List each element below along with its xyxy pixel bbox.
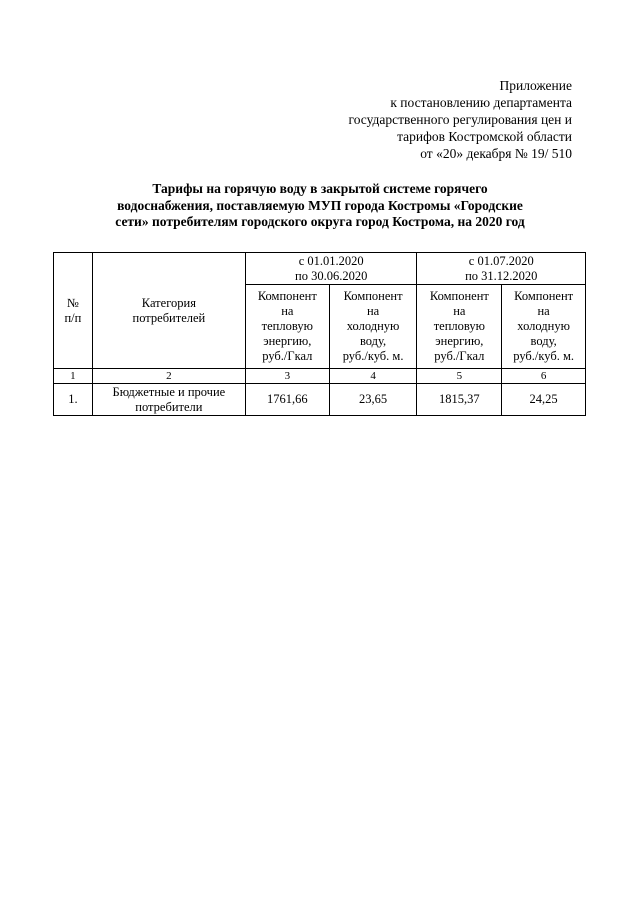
component-line: воду,: [359, 334, 387, 348]
component-line: холодную: [346, 319, 400, 333]
header-number-line: п/п: [64, 310, 82, 325]
row-value-water-2: 24,25: [502, 384, 586, 416]
component-line: на: [453, 304, 466, 318]
header-component-water-1: [329, 285, 417, 369]
header-category-line: потребителей: [132, 310, 206, 325]
appendix-line: тарифов Костромской области: [397, 129, 572, 144]
appendix-line: государственного регулирования цен и: [348, 112, 572, 127]
row-category-line: потребители: [135, 399, 203, 414]
appendix-line: Приложение: [499, 78, 572, 93]
title-line: Тарифы на горячую воду в закрытой системе горячего: [152, 181, 488, 196]
row-value-heat-1: 1761,66: [245, 384, 329, 416]
component-line: энергию,: [435, 334, 484, 348]
document-title: [60, 181, 580, 231]
appendix-block: [272, 77, 572, 162]
component-line: Компонент: [257, 289, 317, 303]
column-number: 2: [92, 369, 245, 384]
component-line: руб./куб. м.: [513, 349, 574, 363]
period-line: по 31.12.2020: [465, 268, 538, 283]
header-period-1: [245, 253, 417, 285]
component-line: тепловую: [433, 319, 485, 333]
component-line: на: [281, 304, 294, 318]
column-number: 6: [502, 369, 586, 384]
header-component-heat-2: [417, 285, 502, 369]
appendix-line: от «20» декабря № 19/ 510: [420, 146, 572, 161]
component-line: на: [537, 304, 550, 318]
header-component-water-2: [502, 285, 586, 369]
column-number: 5: [417, 369, 502, 384]
component-line: тепловую: [261, 319, 313, 333]
column-number: 1: [54, 369, 93, 384]
period-line: с 01.07.2020: [468, 253, 534, 268]
tariff-table: [53, 252, 586, 416]
column-number: 4: [329, 369, 417, 384]
component-line: Компонент: [343, 289, 403, 303]
component-line: Компонент: [514, 289, 574, 303]
component-line: Компонент: [429, 289, 489, 303]
header-period-2: [417, 253, 586, 285]
title-line: сети» потребителям городского округа город Кострома, на 2020 год: [115, 214, 525, 229]
header-number-line: №: [66, 295, 79, 310]
component-line: холодную: [517, 319, 570, 333]
period-line: с 01.01.2020: [298, 253, 364, 268]
row-category-line: Бюджетные и прочие: [112, 384, 226, 399]
component-line: руб./куб. м.: [342, 349, 404, 363]
column-number-row: [54, 369, 586, 384]
component-line: энергию,: [263, 334, 312, 348]
appendix-line: к постановлению департамента: [390, 95, 572, 110]
component-line: руб./Гкал: [434, 349, 485, 363]
row-value-water-1: 23,65: [329, 384, 417, 416]
component-line: воду,: [530, 334, 557, 348]
row-value-heat-2: 1815,37: [417, 384, 502, 416]
header-category-line: Категория: [141, 295, 196, 310]
period-line: по 30.06.2020: [295, 268, 368, 283]
header-number: [54, 253, 93, 369]
table-header-row: [54, 253, 586, 285]
table-row: [54, 384, 586, 416]
header-category: [92, 253, 245, 369]
component-line: руб./Гкал: [262, 349, 313, 363]
row-category: [92, 384, 245, 416]
column-number: 3: [245, 369, 329, 384]
header-component-heat-1: [245, 285, 329, 369]
row-number: 1.: [54, 384, 93, 416]
title-line: водоснабжения, поставляемую МУП города Костромы «Городские: [117, 197, 523, 213]
component-line: на: [366, 304, 380, 318]
